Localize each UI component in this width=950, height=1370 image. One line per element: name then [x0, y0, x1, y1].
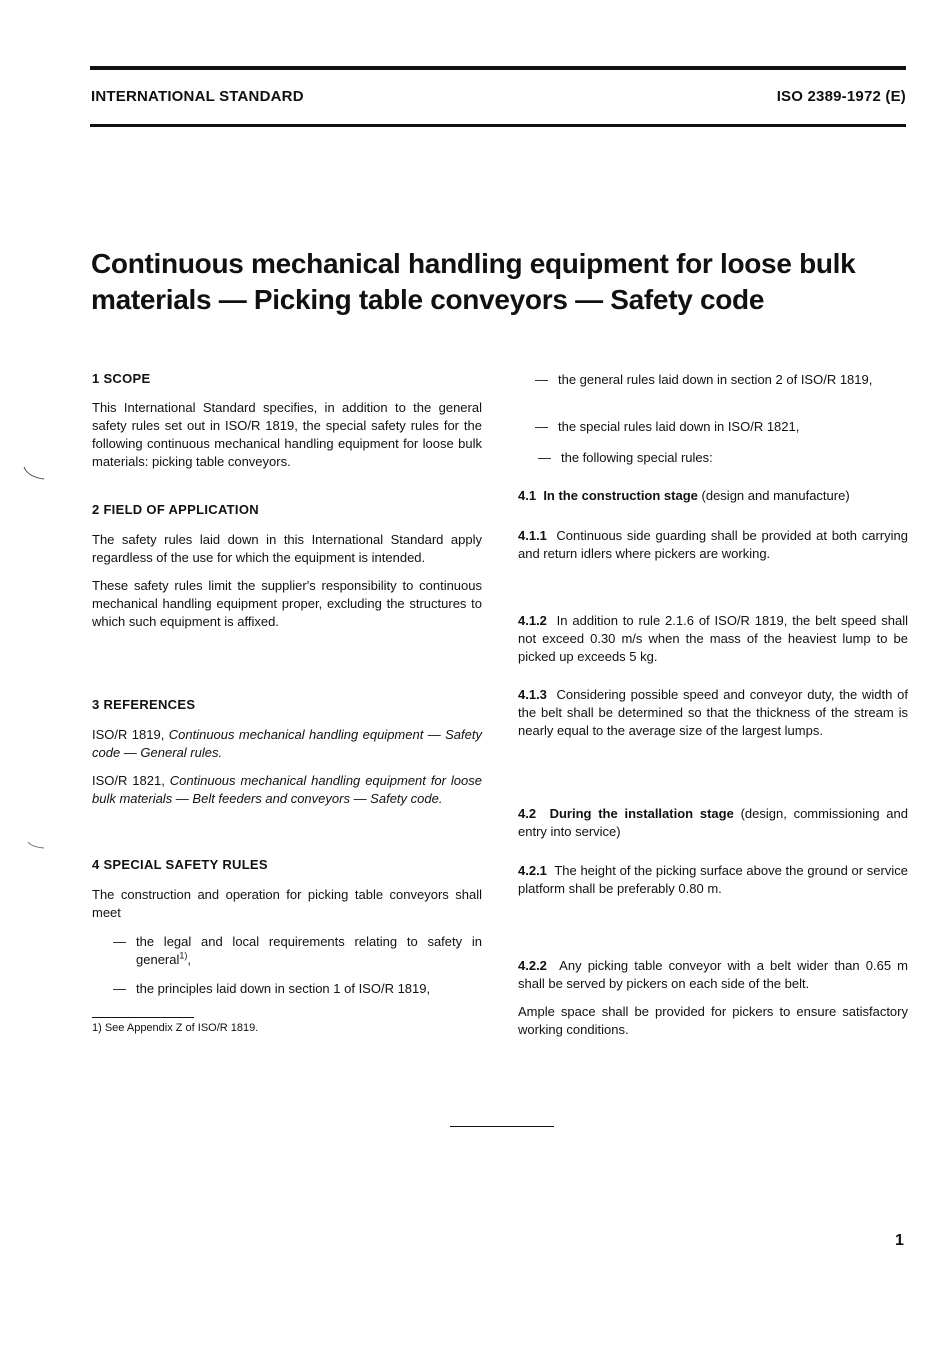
rule-4-2-2-paragraph-2: Ample space shall be provided for pickers to ensure satisfactory working conditions.	[518, 1004, 908, 1037]
rule-4-2-2-body: Any picking table conveyor with a belt wider than 0.65 m shall be served by pickers on each side of the belt.	[518, 958, 908, 991]
rule-4-1-3-text	[518, 686, 908, 740]
reference-1-code: ISO/R 1819,	[92, 727, 165, 742]
bullet-1-text	[136, 933, 482, 969]
rule-4-1	[518, 487, 908, 505]
section-4-intro: The construction and operation for picking table conveyors shall meet	[92, 887, 482, 920]
rule-4-1-3-number: 4.1.3	[518, 687, 547, 702]
bullet-4-text: the special rules laid down in ISO/R 1821,	[558, 419, 800, 434]
rule-4-2	[518, 805, 908, 841]
header-rule-bottom	[90, 124, 906, 127]
standard-number: ISO 2389-1972 (E)	[776, 88, 906, 105]
reference-1-title: Continuous mechanical handling equipment — Safety code — General rules.	[92, 727, 482, 760]
rule-4-1-2-number: 4.1.2	[518, 613, 547, 628]
scope-paragraph: This International Standard specifies, in addition to the general safety rules set out in ISO/R 1819, the special safety rules for the following continuous mechanical handling equipment for loose bulk materials: picking table conveyors.	[92, 400, 482, 469]
rule-4-2-number: 4.2	[518, 806, 537, 821]
field-paragraph-1: The safety rules laid down in this International Standard apply regardless of the use for which the equipment is intended.	[92, 532, 482, 565]
footnote-rule	[92, 1017, 194, 1018]
bullet-dash: —	[113, 934, 126, 949]
rule-4-2-1-number: 4.2.1	[518, 863, 547, 878]
rule-4-2-note: (design, commissioning and entry into service)	[518, 806, 908, 839]
bullet-1-body: the legal and local requirements relating to safety in general	[136, 934, 482, 967]
bullet-dash: —	[535, 372, 548, 387]
bullet-5	[561, 449, 906, 467]
header-rule-top	[90, 66, 906, 70]
section-1-body	[92, 399, 482, 471]
rule-4-2-1-text	[518, 862, 908, 898]
rule-4-1-3-body: Considering possible speed and conveyor duty, the width of the belt shall be determined so that the thickness of the stream is nearly equal to the average size of the largest lumps.	[518, 687, 908, 738]
section-2-heading: 2 FIELD OF APPLICATION	[92, 502, 259, 517]
rule-4-1-text	[518, 487, 908, 505]
rule-4-1-number: 4.1	[518, 488, 537, 503]
reference-2-title: Continuous mechanical handling equipment for loose bulk materials — Belt feeders and conveyors — Safety code.	[92, 773, 482, 806]
rule-4-1-1-body: Continuous side guarding shall be provided at both carrying and return idlers where pickers are working.	[518, 528, 908, 561]
document-title	[91, 246, 911, 318]
margin-mark-1	[22, 465, 46, 481]
bullet-4	[558, 418, 906, 436]
field-paragraph-2: These safety rules limit the supplier's responsibility to continuous mechanical handling equipment proper, excluding the structures to which such equipment is affixed.	[92, 578, 482, 629]
rule-4-2-text	[518, 805, 908, 841]
reference-1	[92, 726, 482, 762]
bullet-3-text: the general rules laid down in section 2 of ISO/R 1819,	[558, 372, 873, 387]
rule-4-1-1	[518, 527, 908, 563]
bullet-1	[136, 933, 482, 969]
section-1-heading: 1 SCOPE	[92, 371, 151, 386]
bullet-dash: —	[538, 450, 551, 465]
rule-4-2-1	[518, 862, 908, 898]
footnote-ref: 1)	[179, 950, 188, 961]
rule-4-2-2-text	[518, 957, 908, 993]
title-line-1: Continuous mechanical handling equipment for loose bulk	[91, 248, 856, 279]
page-number: 1	[895, 1232, 904, 1249]
section-2-body	[92, 531, 482, 631]
rule-4-1-stage: In the construction stage	[543, 488, 698, 503]
reference-2-code: ISO/R 1821,	[92, 773, 165, 788]
rule-4-1-1-number: 4.1.1	[518, 528, 547, 543]
rule-4-1-2	[518, 612, 908, 666]
section-4-heading: 4 SPECIAL SAFETY RULES	[92, 857, 268, 872]
rule-4-2-2	[518, 957, 908, 1039]
rule-4-1-3	[518, 686, 908, 740]
section-3-body	[92, 726, 482, 808]
section-3-heading: 3 REFERENCES	[92, 697, 196, 712]
bullet-2	[136, 980, 482, 998]
bullet-1-comma: ,	[187, 952, 192, 967]
bullet-2-text: the principles laid down in section 1 of ISO/R 1819,	[136, 981, 431, 996]
reference-2	[92, 772, 482, 808]
rule-4-1-2-text	[518, 612, 908, 666]
margin-mark-2	[26, 840, 46, 850]
rule-4-1-2-body: In addition to rule 2.1.6 of ISO/R 1819, the belt speed shall not exceed 0.30 m/s when the mass of the heaviest lump to be picked up exceeds 5 kg.	[518, 613, 908, 664]
title-line-2: materials — Picking table conveyors — Safety code	[91, 284, 765, 315]
rule-4-1-note: (design and manufacture)	[701, 488, 850, 503]
rule-4-2-2-number: 4.2.2	[518, 958, 547, 973]
footnote: 1) See Appendix Z of ISO/R 1819.	[92, 1022, 259, 1034]
end-of-text-rule	[450, 1126, 554, 1127]
bullet-dash: —	[535, 419, 548, 434]
rule-4-1-1-text	[518, 527, 908, 563]
section-4-body	[92, 886, 482, 922]
rule-4-2-1-body: The height of the picking surface above the ground or service platform shall be preferably 0.80 m.	[518, 863, 908, 896]
bullet-5-text: the following special rules:	[561, 450, 713, 465]
bullet-dash: —	[113, 981, 126, 996]
bullet-3	[558, 371, 906, 389]
rule-4-2-stage: During the installation stage	[549, 806, 734, 821]
standard-type: INTERNATIONAL STANDARD	[91, 88, 304, 105]
